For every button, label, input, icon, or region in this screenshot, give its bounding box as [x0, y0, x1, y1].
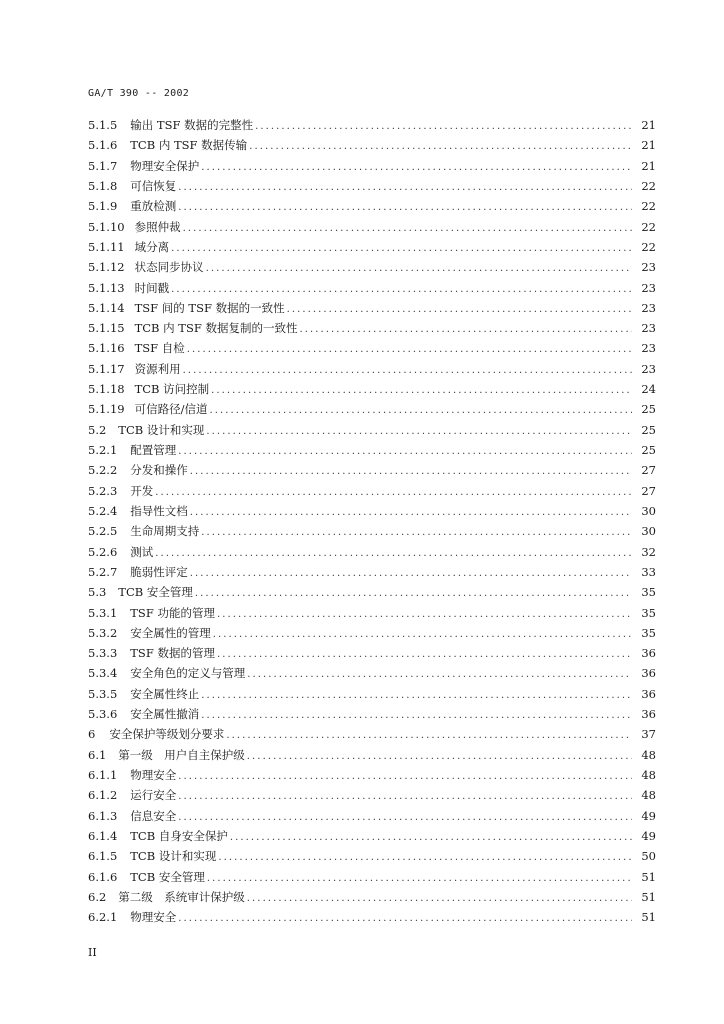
- toc-entry-number: 5.1.12: [88, 260, 125, 275]
- toc-entry-title: TSF 功能的管理: [130, 605, 215, 620]
- toc-leader-dots: [190, 564, 632, 584]
- toc-entry-number: 5.2.7: [88, 564, 118, 579]
- toc-entry[interactable]: [88, 481, 656, 501]
- toc-entry[interactable]: [88, 582, 656, 602]
- toc-entry[interactable]: [88, 278, 656, 298]
- toc-entry-title: 安全属性的管理: [130, 625, 211, 640]
- toc-entry-number: 5.2.1: [88, 443, 118, 457]
- toc-leader-dots: [218, 848, 632, 868]
- toc-entry-page: 37: [641, 727, 656, 742]
- toc-leader-dots: [201, 706, 632, 726]
- toc-entry[interactable]: [88, 806, 656, 826]
- toc-entry[interactable]: [88, 338, 656, 358]
- toc-entry[interactable]: [88, 156, 656, 176]
- toc-entry[interactable]: [88, 603, 656, 623]
- toc-entry[interactable]: [88, 420, 656, 440]
- toc-entry-page: 21: [641, 118, 656, 132]
- toc-entry-number: 6.1.3: [88, 808, 118, 823]
- toc-entry-title: TCB 设计和实现: [118, 422, 205, 437]
- toc-leader-dots: [171, 239, 632, 259]
- toc-leader-dots: [255, 117, 632, 137]
- toc-entry-title: TCB 访问控制: [134, 382, 210, 397]
- toc-entry-page: 23: [641, 300, 656, 315]
- toc-entry-number: 5.2.5: [88, 524, 118, 539]
- toc-leader-dots: [209, 401, 632, 421]
- toc-entry-number: 6.1.5: [88, 849, 118, 864]
- toc-entry-number: 5.1.16: [88, 341, 125, 356]
- toc-leader-dots: [190, 462, 632, 482]
- toc-entry-title: 测试: [130, 544, 154, 559]
- toc-entry-title: 运行安全: [130, 788, 177, 803]
- toc-entry-title: 第一级 用户自主保护级: [118, 747, 245, 762]
- toc-entry-page: 49: [641, 828, 656, 843]
- toc-leader-dots: [247, 665, 632, 685]
- toc-entry[interactable]: [88, 257, 656, 277]
- toc-entry-title: 安全角色的定义与管理: [130, 666, 246, 681]
- toc-entry-page: 49: [641, 808, 656, 823]
- toc-entry-title: 物理安全: [130, 768, 177, 782]
- toc-entry-title: 参照仲裁: [134, 219, 181, 234]
- toc-entry[interactable]: [88, 785, 656, 805]
- toc-entry-number: 6.1: [88, 747, 107, 762]
- toc-entry[interactable]: [88, 460, 656, 480]
- toc-entry-title: 输出 TSF 数据的完整性: [130, 118, 254, 132]
- toc-entry-page: 36: [641, 686, 656, 701]
- toc-entry-page: 30: [641, 524, 656, 539]
- toc-entry[interactable]: [88, 623, 656, 643]
- toc-entry-number: 5.1.9: [88, 199, 118, 214]
- toc-entry[interactable]: [88, 724, 656, 744]
- toc-leader-dots: [178, 787, 632, 807]
- toc-entry-title: TCB 自身安全保护: [130, 828, 228, 843]
- toc-leader-dots: [178, 442, 632, 462]
- toc-leader-dots: [206, 422, 632, 442]
- toc-entry[interactable]: [88, 217, 656, 237]
- toc-entry-title: 开发: [130, 483, 154, 498]
- toc-leader-dots: [201, 686, 632, 706]
- toc-entry-page: 22: [641, 219, 656, 234]
- toc-entry[interactable]: [88, 907, 656, 927]
- table-of-contents: [88, 115, 656, 928]
- toc-entry-number: 6: [88, 727, 96, 742]
- toc-entry-number: 6.1.4: [88, 828, 118, 843]
- toc-leader-dots: [249, 137, 632, 157]
- toc-leader-dots: [171, 280, 632, 300]
- toc-entry-title: TCB 内 TSF 数据传输: [130, 138, 248, 153]
- toc-entry-title: TCB 设计和实现: [130, 849, 217, 864]
- toc-entry-number: 5.1.11: [88, 239, 125, 254]
- toc-leader-dots: [217, 605, 632, 625]
- toc-entry[interactable]: [88, 176, 656, 196]
- toc-entry-page: 23: [641, 280, 656, 295]
- toc-entry-page: 25: [641, 402, 656, 417]
- toc-entry-number: 5.1.15: [88, 321, 125, 336]
- toc-leader-dots: [247, 747, 632, 767]
- toc-entry-number: 5.2.2: [88, 463, 118, 478]
- toc-entry[interactable]: [88, 399, 656, 419]
- toc-leader-dots: [206, 259, 632, 279]
- toc-entry[interactable]: [88, 684, 656, 704]
- toc-entry-number: 5.2.6: [88, 544, 118, 559]
- toc-leader-dots: [247, 889, 632, 909]
- toc-entry-page: 48: [641, 768, 656, 782]
- toc-entry-page: 48: [641, 747, 656, 762]
- toc-entry-number: 5.2.3: [88, 483, 118, 498]
- toc-entry-page: 30: [641, 503, 656, 518]
- toc-leader-dots: [287, 300, 632, 320]
- toc-entry-title: 分发和操作: [130, 463, 188, 478]
- toc-entry-page: 51: [641, 889, 656, 904]
- toc-entry-number: 5.2.4: [88, 503, 118, 518]
- toc-entry-page: 25: [641, 443, 656, 457]
- toc-leader-dots: [183, 219, 632, 239]
- toc-entry[interactable]: [88, 826, 656, 846]
- toc-leader-dots: [230, 828, 632, 848]
- toc-entry-page: 35: [641, 585, 656, 600]
- toc-entry-title: 可信路径/信道: [134, 402, 208, 417]
- toc-entry-page: 21: [641, 138, 656, 153]
- toc-entry-page: 32: [641, 544, 656, 559]
- toc-entry-number: 5.1.19: [88, 402, 125, 417]
- toc-entry-number: 6.2.1: [88, 910, 118, 925]
- toc-entry-number: 5.1.14: [88, 300, 125, 315]
- toc-leader-dots: [155, 544, 632, 564]
- toc-entry-page: 22: [641, 178, 656, 193]
- toc-entry-number: 5.1.7: [88, 158, 118, 173]
- toc-entry-number: 5.3.3: [88, 646, 118, 661]
- toc-entry-number: 5.1.6: [88, 138, 118, 153]
- toc-entry-page: 25: [641, 422, 656, 437]
- toc-leader-dots: [211, 381, 632, 401]
- toc-entry[interactable]: [88, 887, 656, 907]
- toc-entry-title: 脆弱性评定: [130, 564, 188, 579]
- toc-entry-title: 生命周期支持: [130, 524, 200, 539]
- toc-entry[interactable]: [88, 440, 656, 460]
- toc-entry-page: 22: [641, 239, 656, 254]
- toc-entry-number: 6.1.6: [88, 869, 118, 884]
- toc-entry[interactable]: [88, 521, 656, 541]
- document-code-header: GA/T 390 -- 2002: [88, 88, 190, 99]
- toc-leader-dots: [201, 158, 632, 178]
- toc-entry-number: 5.2: [88, 422, 107, 437]
- toc-entry[interactable]: [88, 745, 656, 765]
- toc-entry-number: 5.3: [88, 585, 107, 600]
- toc-entry[interactable]: [88, 501, 656, 521]
- toc-entry-number: 6.2: [88, 889, 107, 904]
- toc-leader-dots: [190, 503, 632, 523]
- toc-leader-dots: [195, 584, 632, 604]
- toc-entry[interactable]: [88, 765, 656, 785]
- toc-entry-page: 22: [641, 199, 656, 214]
- toc-entry-title: 安全保护等级划分要求: [109, 727, 225, 742]
- toc-entry-number: 5.1.10: [88, 219, 125, 234]
- toc-entry-page: 51: [641, 910, 656, 925]
- toc-leader-dots: [201, 523, 632, 543]
- toc-entry-number: 5.1.13: [88, 280, 125, 295]
- toc-entry-title: 信息安全: [130, 808, 177, 823]
- toc-entry-page: 23: [641, 260, 656, 275]
- toc-entry-title: 物理安全: [130, 910, 177, 925]
- toc-entry-title: 安全属性终止: [130, 686, 200, 701]
- toc-entry-title: 域分离: [134, 239, 170, 254]
- toc-entry-page: 36: [641, 646, 656, 661]
- toc-entry-title: TSF 自检: [134, 341, 185, 356]
- toc-entry-title: TSF 间的 TSF 数据的一致性: [134, 300, 285, 315]
- toc-leader-dots: [187, 340, 632, 360]
- page-number-footer: II: [88, 946, 97, 959]
- toc-entry-title: 第二级 系统审计保护级: [118, 889, 245, 904]
- toc-entry[interactable]: [88, 643, 656, 663]
- toc-entry-page: 36: [641, 707, 656, 722]
- toc-entry-page: 24: [641, 382, 656, 397]
- toc-leader-dots: [178, 808, 632, 828]
- toc-leader-dots: [178, 198, 632, 218]
- toc-entry-title: 指导性文档: [130, 503, 188, 518]
- toc-entry[interactable]: [88, 562, 656, 582]
- toc-leader-dots: [183, 361, 632, 381]
- toc-entry-title: TCB 安全管理: [130, 869, 205, 884]
- toc-entry-title: TCB 内 TSF 数据复制的一致性: [134, 321, 298, 336]
- toc-leader-dots: [213, 625, 632, 645]
- toc-entry-page: 21: [641, 158, 656, 173]
- toc-leader-dots: [178, 178, 632, 198]
- toc-entry-page: 35: [641, 605, 656, 620]
- toc-entry[interactable]: [88, 318, 656, 338]
- toc-entry[interactable]: [88, 867, 656, 887]
- toc-entry[interactable]: [88, 663, 656, 683]
- toc-entry-title: TSF 数据的管理: [130, 646, 215, 661]
- toc-entry-page: 48: [641, 788, 656, 803]
- toc-entry-page: 51: [641, 869, 656, 884]
- toc-entry-page: 50: [641, 849, 656, 864]
- toc-entry-number: 5.3.1: [88, 605, 118, 620]
- toc-entry[interactable]: [88, 298, 656, 318]
- toc-entry-title: TCB 安全管理: [118, 585, 193, 600]
- toc-entry-title: 资源利用: [134, 361, 181, 376]
- toc-entry-number: 5.3.6: [88, 707, 118, 722]
- toc-entry-title: 配置管理: [130, 443, 177, 457]
- toc-entry[interactable]: [88, 237, 656, 257]
- toc-leader-dots: [217, 645, 632, 665]
- toc-entry[interactable]: [88, 846, 656, 866]
- toc-entry-number: 6.1.2: [88, 788, 118, 803]
- toc-entry-number: 5.1.5: [88, 118, 118, 132]
- toc-entry-title: 可信恢复: [130, 178, 177, 193]
- toc-leader-dots: [207, 869, 632, 889]
- toc-entry-number: 5.1.8: [88, 178, 118, 193]
- toc-entry-page: 36: [641, 666, 656, 681]
- toc-entry-title: 安全属性撤消: [130, 707, 200, 722]
- toc-entry[interactable]: [88, 379, 656, 399]
- toc-entry[interactable]: [88, 196, 656, 216]
- toc-entry-title: 物理安全保护: [130, 158, 200, 173]
- toc-entry-page: 27: [641, 483, 656, 498]
- toc-leader-dots: [226, 726, 632, 746]
- toc-entry-number: 5.1.18: [88, 382, 125, 397]
- toc-entry-title: 状态同步协议: [134, 260, 204, 275]
- toc-entry[interactable]: [88, 359, 656, 379]
- toc-entry-number: 6.1.1: [88, 768, 118, 782]
- toc-leader-dots: [155, 483, 632, 503]
- toc-entry-number: 5.3.4: [88, 666, 118, 681]
- toc-leader-dots: [178, 909, 632, 929]
- toc-entry-page: 27: [641, 463, 656, 478]
- toc-entry[interactable]: [88, 704, 656, 724]
- toc-entry-title: 重放检测: [130, 199, 177, 214]
- toc-entry-title: 时间戳: [134, 280, 170, 295]
- toc-entry-page: 35: [641, 625, 656, 640]
- toc-leader-dots: [178, 767, 632, 787]
- toc-leader-dots: [300, 320, 633, 340]
- toc-entry-page: 23: [641, 321, 656, 336]
- toc-entry-number: 5.3.5: [88, 686, 118, 701]
- toc-entry[interactable]: [88, 115, 656, 135]
- toc-entry-number: 5.1.17: [88, 361, 125, 376]
- toc-entry-number: 5.3.2: [88, 625, 118, 640]
- toc-entry-page: 23: [641, 361, 656, 376]
- toc-entry-page: 33: [641, 564, 656, 579]
- toc-entry[interactable]: [88, 542, 656, 562]
- toc-entry-page: 23: [641, 341, 656, 356]
- toc-entry[interactable]: [88, 135, 656, 155]
